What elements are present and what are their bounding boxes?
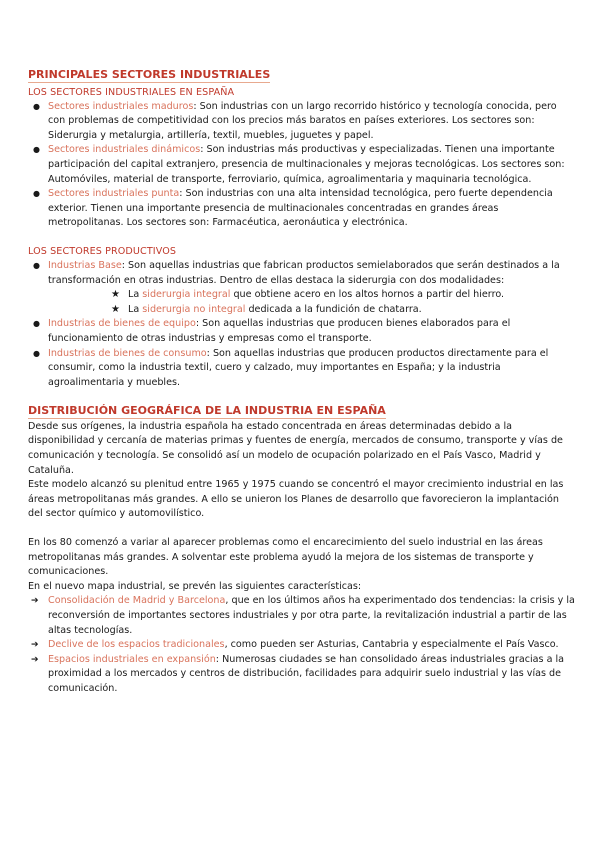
spacer (28, 522, 576, 536)
list-sectores-productivos (28, 259, 576, 390)
list-item (28, 347, 576, 391)
sub-prefix: La (128, 289, 143, 301)
item-text: , como pueden ser Asturias, Cantabria y especialmente el País Vasco. (224, 639, 559, 651)
term: Espacios industriales en expansión (48, 653, 216, 665)
list-item (28, 317, 576, 346)
document-page (28, 68, 576, 697)
term: siderurgia no integral (142, 303, 246, 315)
section-title-sectores: PRINCIPALES SECTORES INDUSTRIALES (28, 68, 271, 81)
sublist-item (111, 288, 576, 303)
term: Consolidación de Madrid y Barcelona (48, 595, 226, 607)
list-sectores-espana (28, 100, 576, 231)
item-text: , que en los últimos años ha experimentado dos tendencias: la crisis y la reconversión de importantes sectores industriales y por otra parte, la revitalización industrial a partir de las altas tecnologías. (48, 595, 575, 636)
item-text: : Son industrias con un largo recorrido histórico y tecnología conocida, pero con problemas de competitividad con los precios más baratos en países exteriores. Los sectores son: Siderurgia y metalurgia, artillería, textil, muebles, juguetes y papel. (48, 100, 557, 141)
term: Sectores industriales maduros (48, 100, 194, 112)
item-text: que obtiene acero en los altos hornos a partir del hierro. (230, 289, 505, 301)
list-item (28, 259, 576, 317)
item-text: dedicada a la fundición de chatarra. (245, 303, 422, 315)
list-item (28, 594, 576, 638)
term: Industrias Base (48, 259, 122, 271)
sublist-item (111, 303, 576, 318)
term: Sectores industriales punta (48, 188, 180, 200)
list-item (28, 143, 576, 187)
term: Industrias de bienes de consumo (48, 347, 207, 359)
item-text: : Son aquellas industrias que producen productos directamente para el consumir, como la industria textil, cuero y calzado, muy importantes en España; y la industria agroalimentaria y muebles. (48, 347, 549, 388)
sub-prefix: La (128, 303, 143, 315)
item-text: : Son aquellas industrias que producen bienes elaborados para el funcionamiento de otras industrias y empresas como el transporte. (48, 318, 511, 344)
paragraph: Desde sus orígenes, la industria española ha estado concentrada en áreas determinadas debido a la disponibilidad y cercanía de materias primas y fuentes de energía, mercados de consumo, transporte y vías de comunicación y tecnología. Se consolidó así un modelo de ocupación polarizado en el País Vasco, Madrid y Cataluña. (28, 420, 563, 476)
list-item (28, 187, 576, 231)
item-text: : Son aquellas industrias que fabrican productos semielaborados que serán destinados a la transformación en otras industrias. Dentro de ellas destaca la siderurgia con dos modalidades: (48, 259, 560, 286)
list-item (28, 638, 576, 653)
term: Sectores industriales dinámicos (48, 144, 201, 156)
list-item (28, 653, 576, 697)
sublist-siderurgia (48, 288, 576, 317)
item-text: : Numerosas ciudades se han consolidado áreas industriales gracias a la proximidad a los mercados y centros de distribución, facilidades para adquirir suelo industrial y las vías de comunicación. (48, 653, 565, 694)
paragraph: Este modelo alcanzó su plenitud entre 1965 y 1975 cuando se concentró el mayor crecimiento industrial en las áreas metropolitanas más grandes. A ello se unieron los Planes de desarrollo que favorecieron la implantación del sector químico y automovilístico. (28, 479, 564, 520)
paragraph: En los 80 comenzó a variar al aparecer problemas como el encarecimiento del suelo industrial en las áreas metropolitanas más grandes. A solventar este problema ayudó la mejora de los sistemas de transporte y comunicaciones. (28, 537, 543, 578)
paragraph: En el nuevo mapa industrial, se prevén las siguientes características: (28, 580, 362, 592)
term: siderurgia integral (142, 289, 231, 301)
subtitle-sectores-productivos: LOS SECTORES PRODUCTIVOS (28, 245, 177, 257)
term: Declive de los espacios tradicionales (48, 639, 225, 651)
list-caracteristicas (28, 594, 576, 696)
list-item (28, 100, 576, 144)
item-text: : Son industrias con una alta intensidad tecnológica, pero fuerte dependencia exterior. Tienen una importante presencia de multinacionales concentradas en grandes áreas metropolitanas. Los sectores son: Farmacéutica, aeronáutica y electrónica. (48, 188, 553, 229)
subtitle-sectores-espana: LOS SECTORES INDUSTRIALES EN ESPAÑA (28, 86, 235, 98)
section-title-distribucion: DISTRIBUCIÓN GEOGRÁFICA DE LA INDUSTRIA EN ESPAÑA (28, 404, 386, 418)
item-text: : Son industrias más productivas y especializadas. Tienen una importante participación del capital extranjero, presencia de multinacionales y mejoras tecnológicas. Los sectores son: Automóviles, material de transporte, ferroviario, química, agroalimentaria y maquinaria tecnológica. (48, 144, 565, 185)
term: Industrias de bienes de equipo (48, 318, 196, 330)
